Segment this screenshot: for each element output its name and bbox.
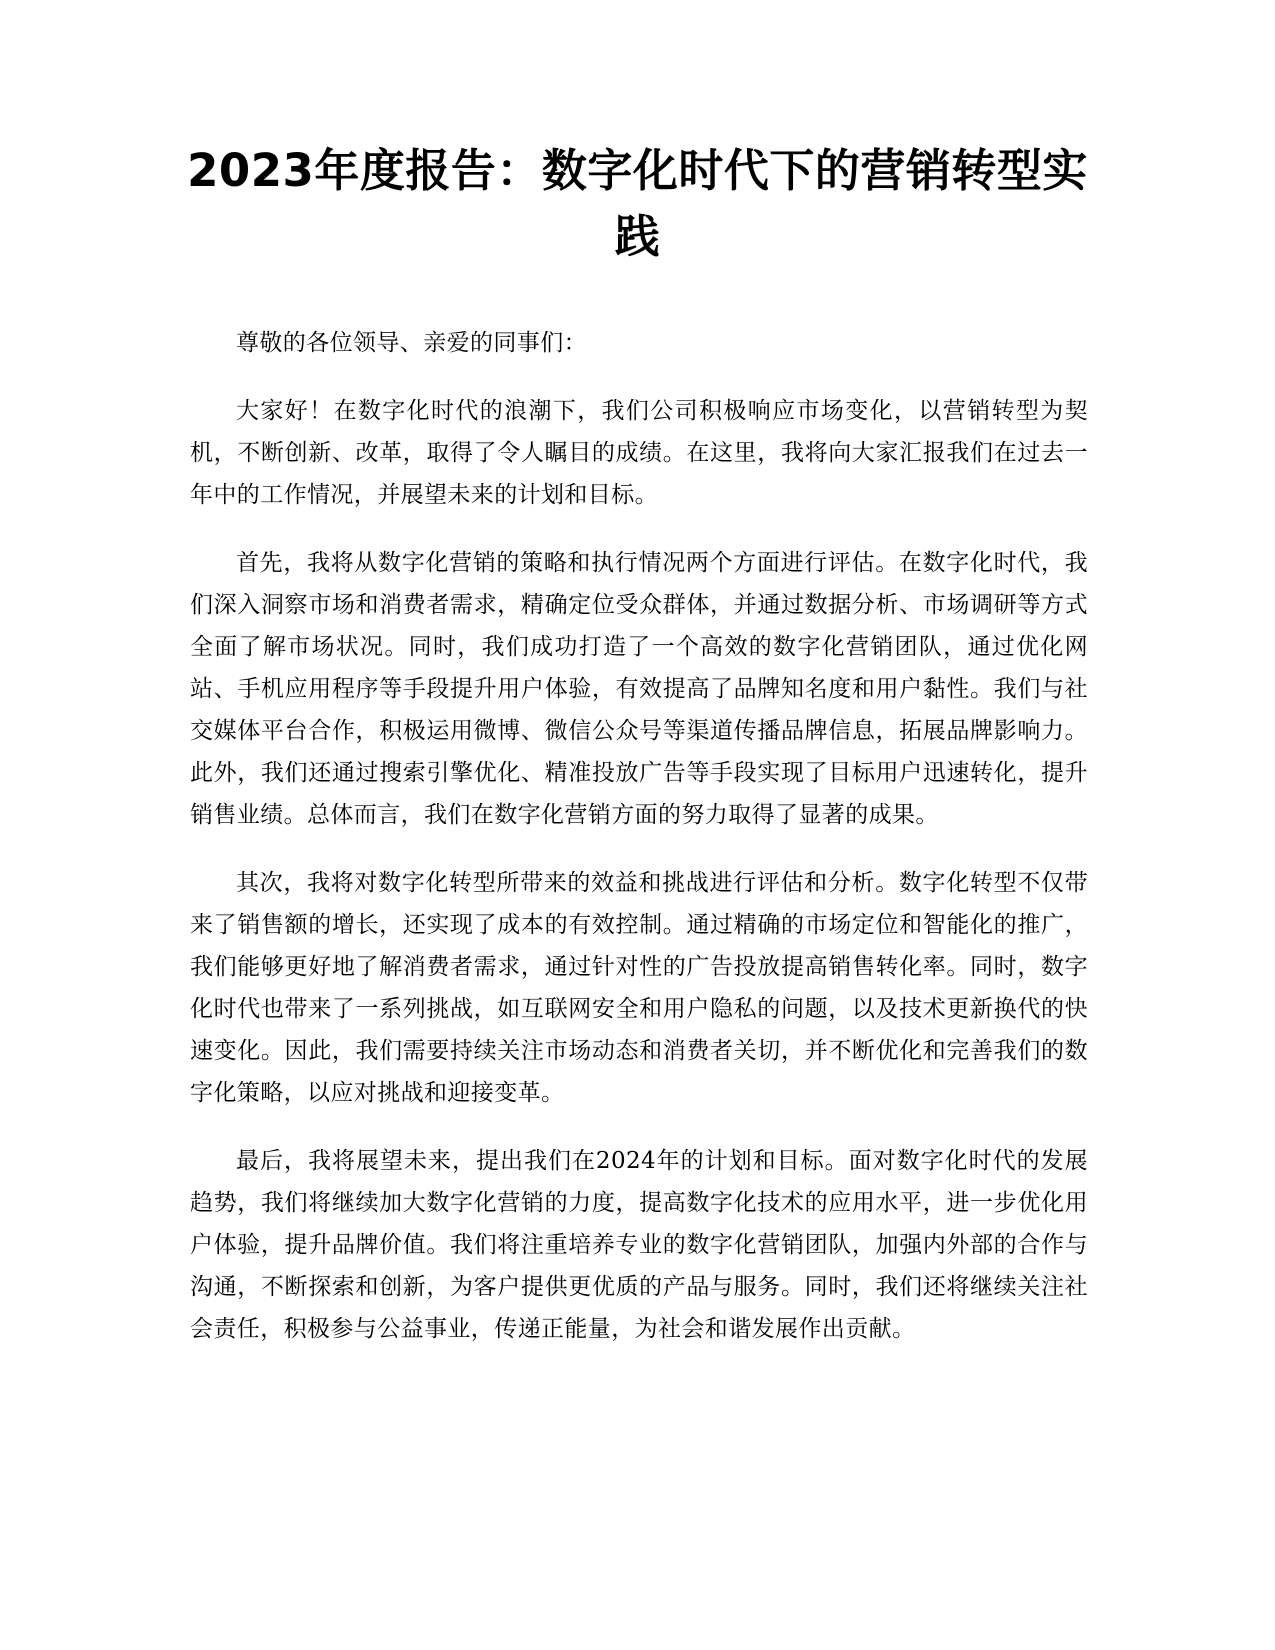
paragraph-outlook: 最后，我将展望未来，提出我们在2024年的计划和目标。面对数字化时代的发展趋势，我们将继续加大数字化营销的力度，提高数字化技术的应用水平，进一步优化用户体验，提升品牌价值。我们将注重培养专业的数字化营销团队，加强内外部的合作与沟通，不断探索和创新，为客户提供更优质的产品与服务。同时，我们还将继续关注社会责任，积极参与公益事业，传递正能量，为社会和谐发展作出贡献。 [190, 1148, 1088, 1342]
document-title: 2023年度报告：数字化时代下的营销转型实践 [187, 144, 1088, 263]
paragraph-benefits-challenges: 其次，我将对数字化转型所带来的效益和挑战进行评估和分析。数字化转型不仅带来了销售额的增长，还实现了成本的有效控制。通过精确的市场定位和智能化的推广，我们能够更好地了解消费者需求，通过针对性的广告投放提高销售转化率。同时，数字化时代也带来了一系列挑战，如互联网安全和用户隐私的问题，以及技术更新换代的快速变化。因此，我们需要持续关注市场动态和消费者关切，并不断优化和完善我们的数字化策略，以应对挑战和迎接变革。 [190, 870, 1088, 1106]
document-body [190, 322, 1088, 1376]
paragraph-intro: 大家好！在数字化时代的浪潮下，我们公司积极响应市场变化，以营销转型为契机，不断创新、改革，取得了令人瞩目的成绩。在这里，我将向大家汇报我们在过去一年中的工作情况，并展望未来的计划和目标。 [190, 398, 1088, 508]
paragraph-strategy: 首先，我将从数字化营销的策略和执行情况两个方面进行评估。在数字化时代，我们深入洞察市场和消费者需求，精确定位受众群体，并通过数据分析、市场调研等方式全面了解市场状况。同时，我们成功打造了一个高效的数字化营销团队，通过优化网站、手机应用程序等手段提升用户体验，有效提高了品牌知名度和用户黏性。我们与社交媒体平台合作，积极运用微博、微信公众号等渠道传播品牌信息，拓展品牌影响力。此外，我们还通过搜索引擎优化、精准投放广告等手段实现了目标用户迅速转化，提升销售业绩。总体而言，我们在数字化营销方面的努力取得了显著的成果。 [190, 550, 1088, 828]
salutation: 尊敬的各位领导、亲爱的同事们： [236, 330, 587, 356]
